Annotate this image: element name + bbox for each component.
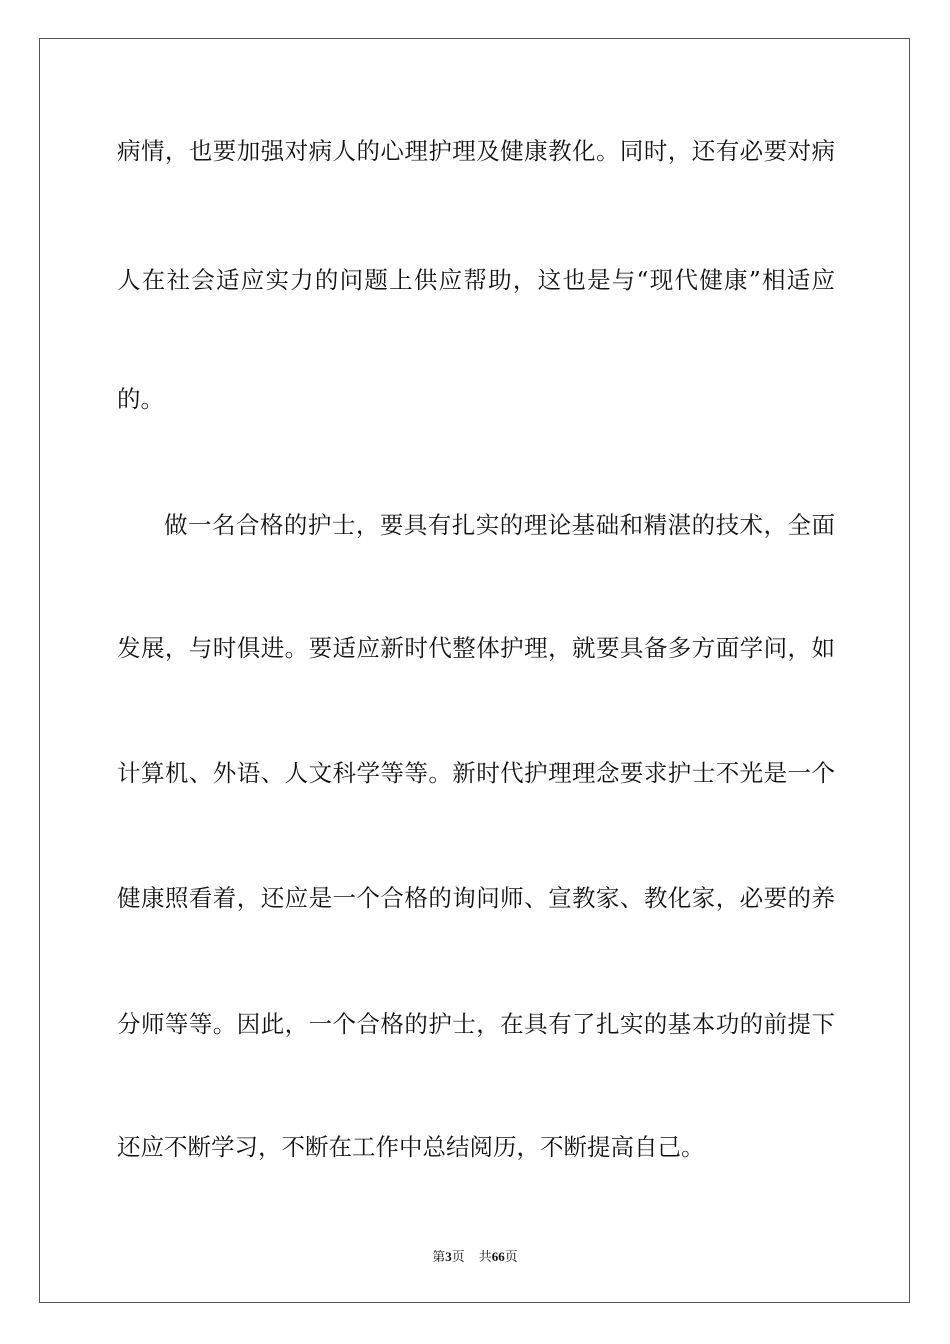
body-text-line: 发展，与时俱进。要适应新时代整体护理，就要具备多方面学问，如 [117,634,835,662]
body-text-line: 计算机、外语、人文科学等等。新时代护理理念要求护士不光是一个 [117,759,835,787]
body-text-line: 病情，也要加强对病人的心理护理及健康教化。同时，还有必要对病 [117,137,835,165]
page-border [39,38,910,1303]
page-prefix: 第 [432,1250,446,1265]
body-text-line-indented: 做一名合格的护士，要具有扎实的理论基础和精湛的技术，全面 [164,511,835,539]
body-text-line: 的。 [117,385,164,413]
body-text-line: 健康照看着，还应是一个合格的询问师、宣教家、教化家，必要的养 [117,884,835,912]
total-pages: 66 [491,1249,505,1264]
body-text-line: 分师等等。因此，一个合格的护士，在具有了扎实的基本功的前提下 [117,1010,835,1038]
page-suffix: 页 [451,1250,465,1265]
total-suffix: 页 [504,1250,518,1265]
total-prefix: 共 [478,1250,492,1265]
body-text-line: 还应不断学习，不断在工作中总结阅历，不断提高自己。 [117,1133,705,1161]
page-footer [0,1248,950,1267]
body-text-line: 人在社会适应实力的问题上供应帮助，这也是与“现代健康”相适应 [117,266,835,294]
page-number: 3 [445,1249,452,1264]
